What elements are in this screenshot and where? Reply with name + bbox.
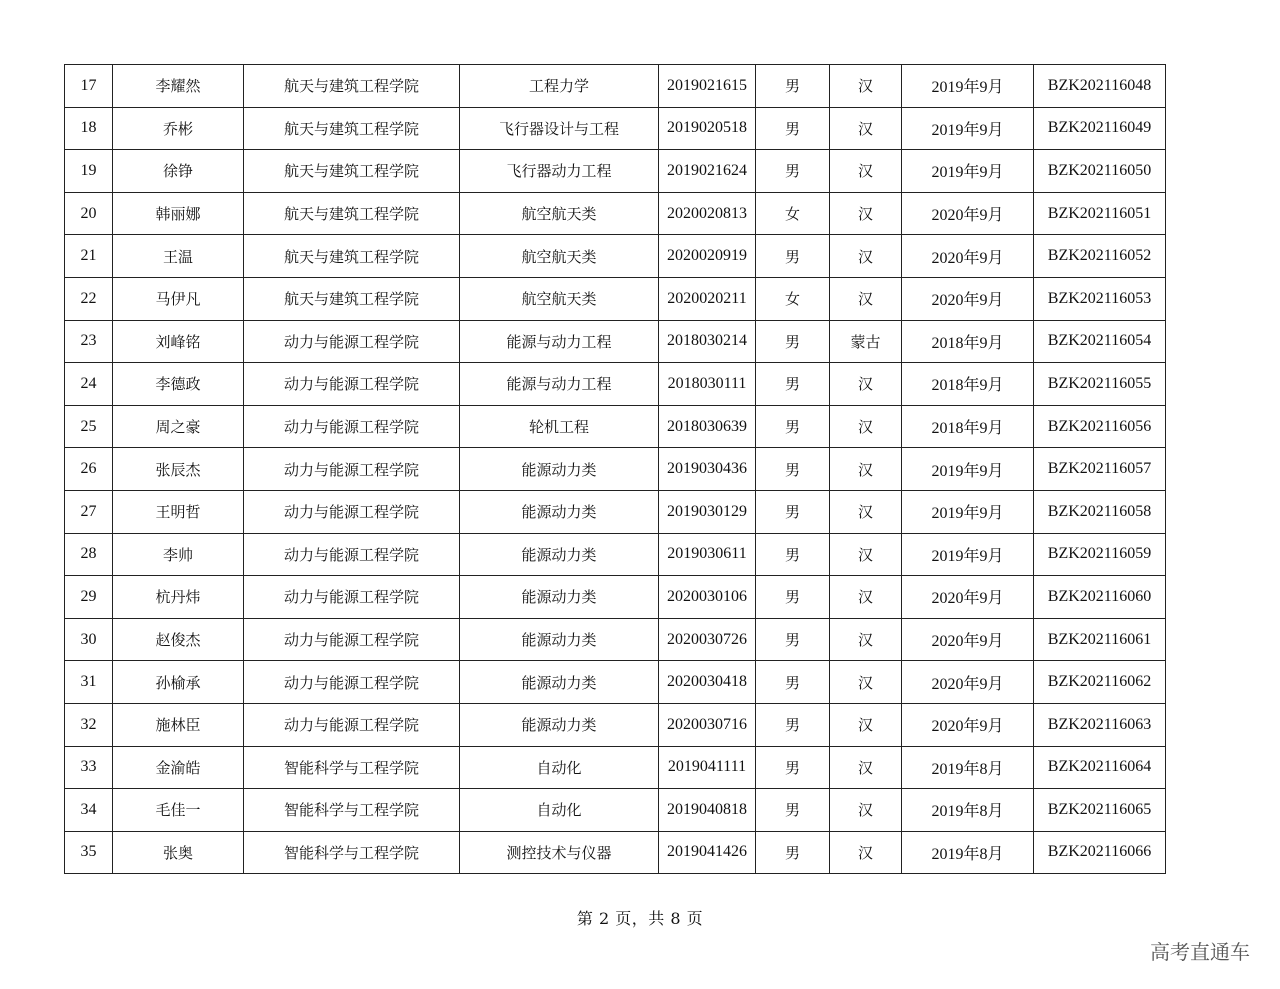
table-row — [65, 703, 1166, 746]
cell-college: 航天与建筑工程学院 — [244, 277, 460, 320]
table-row — [65, 661, 1166, 704]
cell-gender: 男 — [756, 576, 830, 619]
cell-major: 能源动力类 — [460, 576, 659, 619]
cell-index: 27 — [65, 490, 113, 533]
cell-name: 毛佳一 — [113, 789, 244, 832]
cell-major: 航空航天类 — [460, 277, 659, 320]
cell-ethnicity: 汉 — [830, 65, 902, 108]
cell-name: 韩丽娜 — [113, 192, 244, 235]
cell-cert-no: BZK202116050 — [1034, 150, 1166, 193]
watermark-text: 高考直通车 — [1150, 940, 1250, 964]
cell-name: 徐铮 — [113, 150, 244, 193]
cell-index: 23 — [65, 320, 113, 363]
cell-ethnicity: 汉 — [830, 831, 902, 874]
cell-gender: 男 — [756, 618, 830, 661]
cell-major: 飞行器设计与工程 — [460, 107, 659, 150]
cell-gender: 男 — [756, 703, 830, 746]
cell-ethnicity: 汉 — [830, 490, 902, 533]
cell-ethnicity: 汉 — [830, 703, 902, 746]
cell-cert-no: BZK202116055 — [1034, 363, 1166, 406]
table-body — [65, 65, 1166, 874]
cell-student-id: 2019030129 — [659, 490, 756, 533]
cell-enroll-date: 2020年9月 — [902, 576, 1034, 619]
cell-major: 能源与动力工程 — [460, 320, 659, 363]
cell-student-id: 2019021624 — [659, 150, 756, 193]
cell-enroll-date: 2020年9月 — [902, 277, 1034, 320]
cell-major: 自动化 — [460, 789, 659, 832]
cell-college: 航天与建筑工程学院 — [244, 192, 460, 235]
cell-cert-no: BZK202116053 — [1034, 277, 1166, 320]
cell-college: 动力与能源工程学院 — [244, 576, 460, 619]
cell-enroll-date: 2018年9月 — [902, 405, 1034, 448]
cell-enroll-date: 2019年9月 — [902, 107, 1034, 150]
cell-student-id: 2019041111 — [659, 746, 756, 789]
cell-enroll-date: 2020年9月 — [902, 661, 1034, 704]
cell-cert-no: BZK202116061 — [1034, 618, 1166, 661]
cell-major: 能源动力类 — [460, 703, 659, 746]
cell-student-id: 2020030726 — [659, 618, 756, 661]
cell-cert-no: BZK202116062 — [1034, 661, 1166, 704]
cell-index: 21 — [65, 235, 113, 278]
table-row — [65, 533, 1166, 576]
cell-cert-no: BZK202116063 — [1034, 703, 1166, 746]
table-row — [65, 746, 1166, 789]
cell-enroll-date: 2020年9月 — [902, 192, 1034, 235]
cell-ethnicity: 汉 — [830, 576, 902, 619]
cell-name: 刘峰铭 — [113, 320, 244, 363]
cell-ethnicity: 汉 — [830, 107, 902, 150]
cell-student-id: 2019021615 — [659, 65, 756, 108]
cell-name: 孙榆承 — [113, 661, 244, 704]
cell-college: 航天与建筑工程学院 — [244, 65, 460, 108]
cell-ethnicity: 汉 — [830, 661, 902, 704]
cell-gender: 男 — [756, 320, 830, 363]
cell-index: 28 — [65, 533, 113, 576]
cell-ethnicity: 汉 — [830, 746, 902, 789]
cell-ethnicity: 汉 — [830, 150, 902, 193]
cell-index: 26 — [65, 448, 113, 491]
cell-college: 航天与建筑工程学院 — [244, 150, 460, 193]
cell-cert-no: BZK202116056 — [1034, 405, 1166, 448]
cell-major: 能源动力类 — [460, 533, 659, 576]
page-number-footer: 第 2 页，共 8 页 — [576, 909, 704, 928]
cell-college: 动力与能源工程学院 — [244, 618, 460, 661]
cell-student-id: 2019030611 — [659, 533, 756, 576]
cell-major: 能源动力类 — [460, 618, 659, 661]
table-row — [65, 150, 1166, 193]
cell-index: 34 — [65, 789, 113, 832]
cell-cert-no: BZK202116059 — [1034, 533, 1166, 576]
cell-gender: 男 — [756, 235, 830, 278]
cell-index: 17 — [65, 65, 113, 108]
cell-enroll-date: 2019年9月 — [902, 150, 1034, 193]
cell-ethnicity: 汉 — [830, 618, 902, 661]
table-row — [65, 320, 1166, 363]
cell-cert-no: BZK202116054 — [1034, 320, 1166, 363]
cell-gender: 男 — [756, 789, 830, 832]
cell-college: 航天与建筑工程学院 — [244, 107, 460, 150]
table-row — [65, 490, 1166, 533]
cell-enroll-date: 2019年9月 — [902, 65, 1034, 108]
cell-student-id: 2019030436 — [659, 448, 756, 491]
cell-student-id: 2019041426 — [659, 831, 756, 874]
table-row — [65, 448, 1166, 491]
cell-gender: 男 — [756, 490, 830, 533]
cell-enroll-date: 2020年9月 — [902, 703, 1034, 746]
cell-enroll-date: 2020年9月 — [902, 618, 1034, 661]
table-row — [65, 192, 1166, 235]
cell-ethnicity: 汉 — [830, 363, 902, 406]
cell-cert-no: BZK202116048 — [1034, 65, 1166, 108]
table-row — [65, 363, 1166, 406]
cell-gender: 女 — [756, 277, 830, 320]
student-list-table — [64, 64, 1166, 874]
cell-college: 航天与建筑工程学院 — [244, 235, 460, 278]
cell-enroll-date: 2019年9月 — [902, 490, 1034, 533]
cell-enroll-date: 2018年9月 — [902, 320, 1034, 363]
cell-student-id: 2020020211 — [659, 277, 756, 320]
cell-major: 能源动力类 — [460, 448, 659, 491]
cell-college: 智能科学与工程学院 — [244, 831, 460, 874]
cell-gender: 男 — [756, 65, 830, 108]
cell-index: 25 — [65, 405, 113, 448]
cell-student-id: 2020030418 — [659, 661, 756, 704]
table-row — [65, 618, 1166, 661]
cell-student-id: 2020020813 — [659, 192, 756, 235]
cell-ethnicity: 蒙古 — [830, 320, 902, 363]
cell-college: 动力与能源工程学院 — [244, 363, 460, 406]
cell-gender: 男 — [756, 661, 830, 704]
cell-major: 能源与动力工程 — [460, 363, 659, 406]
cell-index: 24 — [65, 363, 113, 406]
table-row — [65, 576, 1166, 619]
cell-major: 轮机工程 — [460, 405, 659, 448]
cell-gender: 男 — [756, 363, 830, 406]
table-row — [65, 405, 1166, 448]
cell-name: 李帅 — [113, 533, 244, 576]
cell-gender: 男 — [756, 448, 830, 491]
cell-student-id: 2018030214 — [659, 320, 756, 363]
cell-gender: 男 — [756, 150, 830, 193]
cell-gender: 男 — [756, 831, 830, 874]
cell-cert-no: BZK202116065 — [1034, 789, 1166, 832]
cell-name: 金渝皓 — [113, 746, 244, 789]
cell-gender: 男 — [756, 107, 830, 150]
cell-ethnicity: 汉 — [830, 448, 902, 491]
cell-college: 动力与能源工程学院 — [244, 320, 460, 363]
cell-college: 智能科学与工程学院 — [244, 746, 460, 789]
cell-major: 航空航天类 — [460, 192, 659, 235]
cell-cert-no: BZK202116052 — [1034, 235, 1166, 278]
cell-cert-no: BZK202116051 — [1034, 192, 1166, 235]
cell-college: 动力与能源工程学院 — [244, 533, 460, 576]
cell-name: 李德政 — [113, 363, 244, 406]
cell-index: 31 — [65, 661, 113, 704]
cell-ethnicity: 汉 — [830, 277, 902, 320]
cell-major: 能源动力类 — [460, 490, 659, 533]
cell-major: 测控技术与仪器 — [460, 831, 659, 874]
cell-index: 32 — [65, 703, 113, 746]
cell-gender: 男 — [756, 533, 830, 576]
cell-name: 张辰杰 — [113, 448, 244, 491]
cell-enroll-date: 2019年9月 — [902, 448, 1034, 491]
cell-gender: 女 — [756, 192, 830, 235]
cell-gender: 男 — [756, 405, 830, 448]
cell-major: 飞行器动力工程 — [460, 150, 659, 193]
cell-enroll-date: 2018年9月 — [902, 363, 1034, 406]
cell-cert-no: BZK202116058 — [1034, 490, 1166, 533]
cell-college: 动力与能源工程学院 — [244, 405, 460, 448]
cell-index: 33 — [65, 746, 113, 789]
cell-cert-no: BZK202116064 — [1034, 746, 1166, 789]
cell-student-id: 2018030639 — [659, 405, 756, 448]
cell-major: 能源动力类 — [460, 661, 659, 704]
cell-college: 动力与能源工程学院 — [244, 703, 460, 746]
cell-name: 乔彬 — [113, 107, 244, 150]
table-row — [65, 107, 1166, 150]
cell-index: 19 — [65, 150, 113, 193]
cell-student-id: 2019040818 — [659, 789, 756, 832]
cell-student-id: 2020020919 — [659, 235, 756, 278]
table-row — [65, 235, 1166, 278]
cell-name: 王温 — [113, 235, 244, 278]
table-row — [65, 831, 1166, 874]
cell-name: 周之豪 — [113, 405, 244, 448]
cell-major: 自动化 — [460, 746, 659, 789]
cell-college: 动力与能源工程学院 — [244, 448, 460, 491]
cell-ethnicity: 汉 — [830, 405, 902, 448]
cell-student-id: 2019020518 — [659, 107, 756, 150]
cell-college: 智能科学与工程学院 — [244, 789, 460, 832]
cell-enroll-date: 2020年9月 — [902, 235, 1034, 278]
cell-enroll-date: 2019年9月 — [902, 533, 1034, 576]
cell-cert-no: BZK202116057 — [1034, 448, 1166, 491]
cell-index: 18 — [65, 107, 113, 150]
cell-student-id: 2020030106 — [659, 576, 756, 619]
cell-ethnicity: 汉 — [830, 235, 902, 278]
cell-enroll-date: 2019年8月 — [902, 831, 1034, 874]
cell-name: 杭丹炜 — [113, 576, 244, 619]
table-row — [65, 789, 1166, 832]
cell-name: 赵俊杰 — [113, 618, 244, 661]
cell-cert-no: BZK202116060 — [1034, 576, 1166, 619]
cell-student-id: 2020030716 — [659, 703, 756, 746]
cell-college: 动力与能源工程学院 — [244, 490, 460, 533]
cell-enroll-date: 2019年8月 — [902, 789, 1034, 832]
table-row — [65, 65, 1166, 108]
cell-gender: 男 — [756, 746, 830, 789]
cell-index: 29 — [65, 576, 113, 619]
table-row — [65, 277, 1166, 320]
cell-index: 30 — [65, 618, 113, 661]
cell-name: 王明哲 — [113, 490, 244, 533]
cell-major: 航空航天类 — [460, 235, 659, 278]
cell-name: 张奥 — [113, 831, 244, 874]
cell-major: 工程力学 — [460, 65, 659, 108]
cell-name: 马伊凡 — [113, 277, 244, 320]
cell-student-id: 2018030111 — [659, 363, 756, 406]
cell-index: 22 — [65, 277, 113, 320]
cell-college: 动力与能源工程学院 — [244, 661, 460, 704]
cell-ethnicity: 汉 — [830, 533, 902, 576]
cell-name: 施林臣 — [113, 703, 244, 746]
cell-ethnicity: 汉 — [830, 192, 902, 235]
cell-cert-no: BZK202116049 — [1034, 107, 1166, 150]
cell-ethnicity: 汉 — [830, 789, 902, 832]
cell-name: 李耀然 — [113, 65, 244, 108]
cell-cert-no: BZK202116066 — [1034, 831, 1166, 874]
cell-index: 35 — [65, 831, 113, 874]
cell-enroll-date: 2019年8月 — [902, 746, 1034, 789]
cell-index: 20 — [65, 192, 113, 235]
